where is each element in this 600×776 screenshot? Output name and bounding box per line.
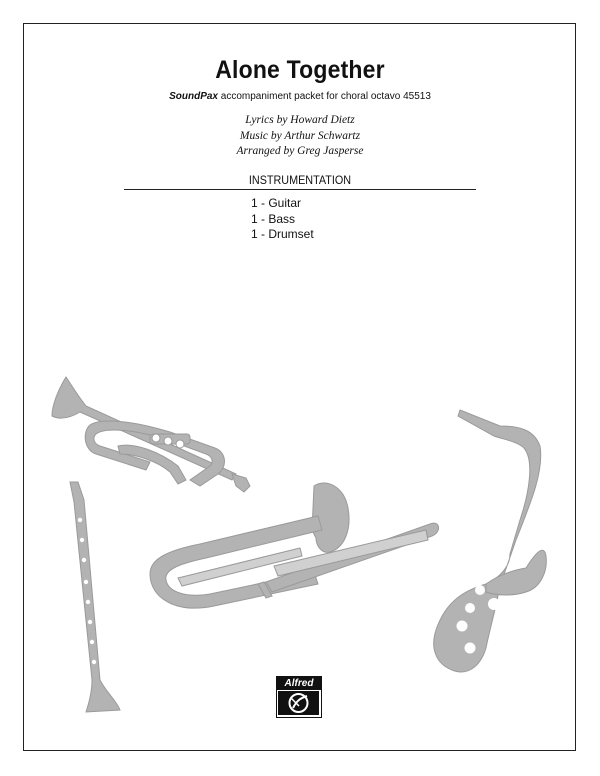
lyrics-credit: Lyrics by Howard Dietz xyxy=(245,114,355,126)
logo-emblem xyxy=(277,690,320,716)
subtitle-brand: SoundPax xyxy=(169,91,218,102)
subtitle-description: accompaniment packet for choral octavo 45513 xyxy=(218,91,431,102)
instrument-item: 1 - Guitar xyxy=(251,196,302,210)
instrument-item: 1 - Bass xyxy=(251,211,296,226)
trombone-icon xyxy=(150,483,439,608)
page-title: Alone Together xyxy=(215,56,385,84)
instrumentation-heading: INSTRUMENTATION xyxy=(248,173,352,187)
logo-wordmark: Alfred xyxy=(277,677,321,690)
trumpet-icon xyxy=(52,377,250,492)
clarinet-icon xyxy=(70,482,120,712)
instrument-item: 1 - Drumset xyxy=(251,227,314,241)
music-credit: Music by Arthur Schwartz xyxy=(239,129,361,142)
alfred-logo-icon xyxy=(276,676,322,718)
arranger-credit: Arranged by Greg Jasperse xyxy=(236,145,364,157)
saxophone-icon xyxy=(434,410,547,672)
